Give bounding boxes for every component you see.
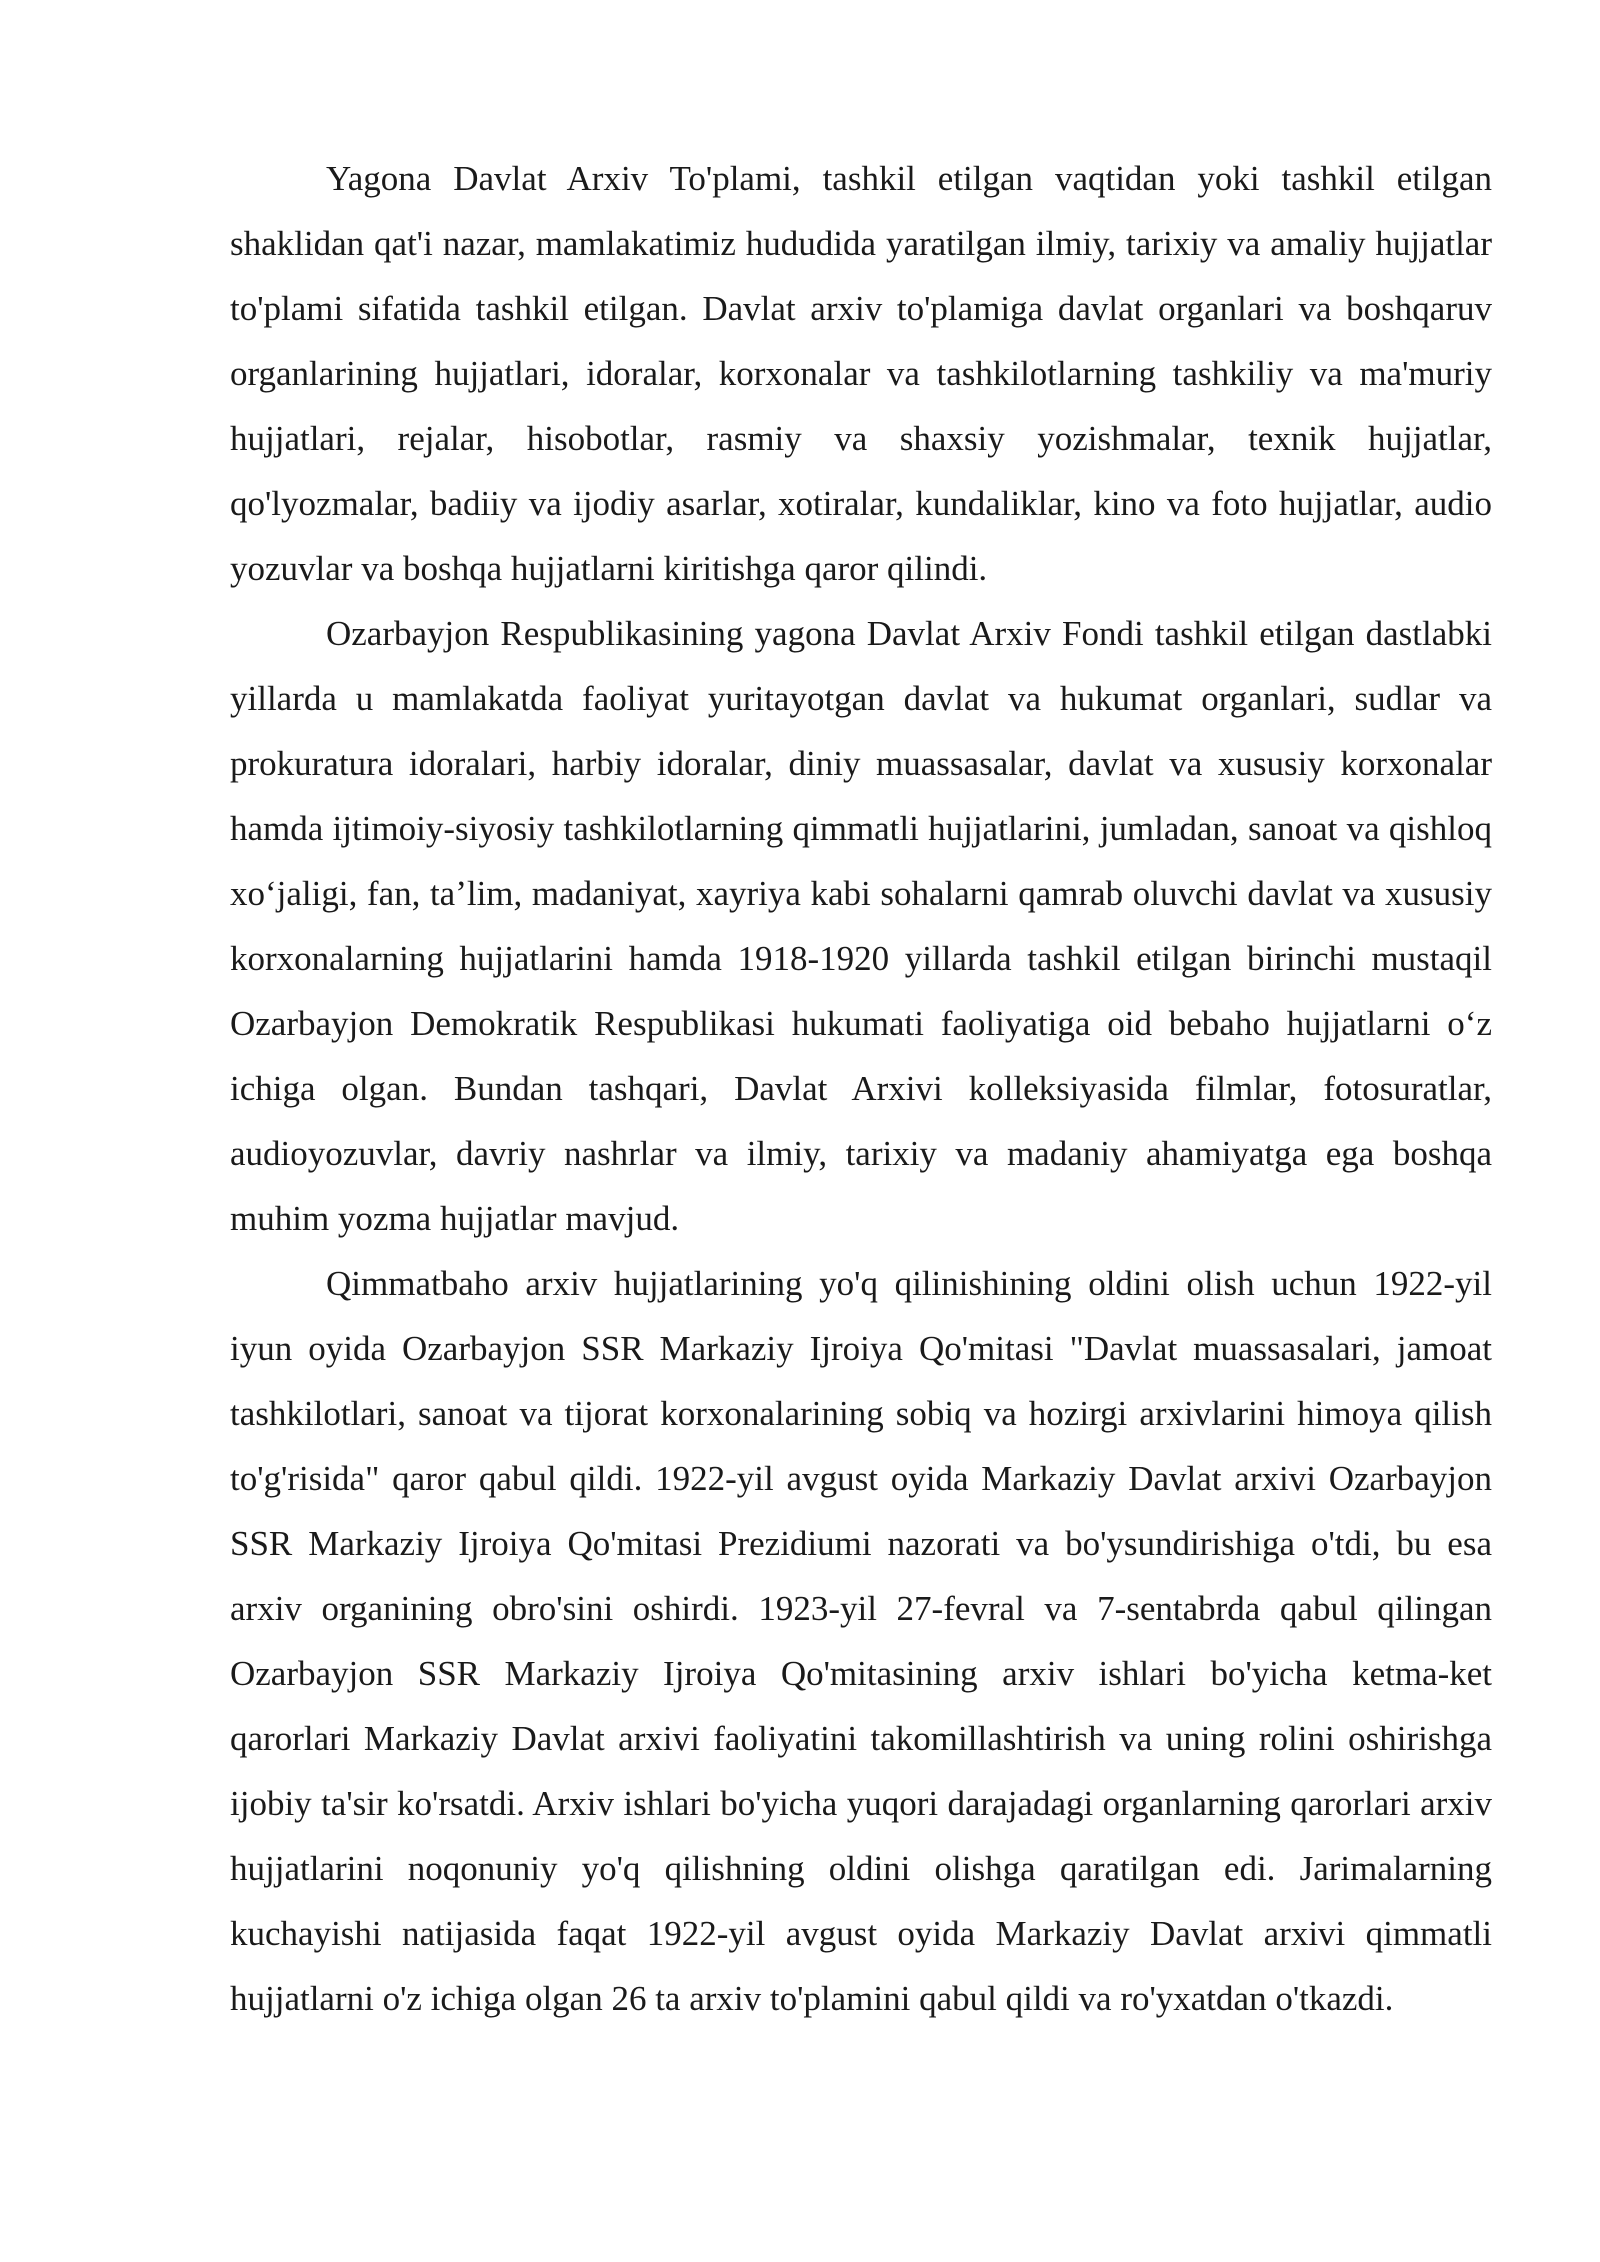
- paragraph-1: Yagona Davlat Arxiv To'plami, tashkil etilgan vaqtidan yoki tashkil etilgan shaklidan qat'i nazar, mamlakatimiz hududida yaratilgan ilmiy, tarixiy va amaliy hujjatlar to'plami sifatida tashkil etilgan. Davlat arxiv to'plamiga davlat organlari va boshqaruv organlarining hujjatlari, idoralar, korxonalar va tashkilotlarning tashkiliy va ma'muriy hujjatlari, rejalar, hisobotlar, rasmiy va shaxsiy yozishmalar, texnik hujjatlar, qo'lyozmalar, badiiy va ijodiy asarlar, xotiralar, kundaliklar, kino va foto hujjatlar, audio yozuvlar va boshqa hujjatlarni kiritishga qaror qilindi.: [230, 159, 1492, 588]
- paragraph-2: Ozarbayjon Respublikasining yagona Davlat Arxiv Fondi tashkil etilgan dastlabki yillarda u mamlakatda faoliyat yuritayotgan davlat va hukumat organlari, sudlar va prokuratura idoralari, harbiy idoralar, diniy muassasalar, davlat va xususiy korxonalar hamda ijtimoiy-siyosiy tashkilotlarning qimmatli hujjatlarini, jumladan, sanoat va qishloq xoʻjaligi, fan, taʼlim, madaniyat, xayriya kabi sohalarni qamrab oluvchi davlat va xususiy korxonalarning hujjatlarini hamda 1918-1920 yillarda tashkil etilgan birinchi mustaqil Ozarbayjon Demokratik Respublikasi hukumati faoliyatiga oid bebaho hujjatlarni oʻz ichiga olgan. Bundan tashqari, Davlat Arxivi kolleksiyasida filmlar, fotosuratlar, audioyozuvlar, davriy nashrlar va ilmiy, tarixiy va madaniy ahamiyatga ega boshqa muhim yozma hujjatlar mavjud.: [230, 614, 1492, 1238]
- paragraph-3: Qimmatbaho arxiv hujjatlarining yo'q qilinishining oldini olish uchun 1922-yil iyun oyida Ozarbayjon SSR Markaziy Ijroiya Qo'mitasi "Davlat muassasalari, jamoat tashkilotlari, sanoat va tijorat korxonalarining sobiq va hozirgi arxivlarini himoya qilish to'g'risida" qaror qabul qildi. 1922-yil avgust oyida Markaziy Davlat arxivi Ozarbayjon SSR Markaziy Ijroiya Qo'mitasi Prezidiumi nazorati va bo'ysundirishiga o'tdi, bu esa arxiv organining obro'sini oshirdi. 1923-yil 27-fevral va 7-sentabrda qabul qilingan Ozarbayjon SSR Markaziy Ijroiya Qo'mitasining arxiv ishlari bo'yicha ketma-ket qarorlari Markaziy Davlat arxivi faoliyatini takomillashtirish va uning rolini oshirishga ijobiy ta'sir ko'rsatdi. Arxiv ishlari bo'yicha yuqori darajadagi organlarning qarorlari arxiv hujjatlarini noqonuniy yo'q qilishning oldini olishga qaratilgan edi. Jarimalarning kuchayishi natijasida faqat 1922-yil avgust oyida Markaziy Davlat arxivi qimmatli hujjatlarni o'z ichiga olgan 26 ta arxiv to'plamini qabul qildi va ro'yxatdan o'tkazdi.: [230, 1264, 1492, 2018]
- document-body: [230, 146, 1492, 2031]
